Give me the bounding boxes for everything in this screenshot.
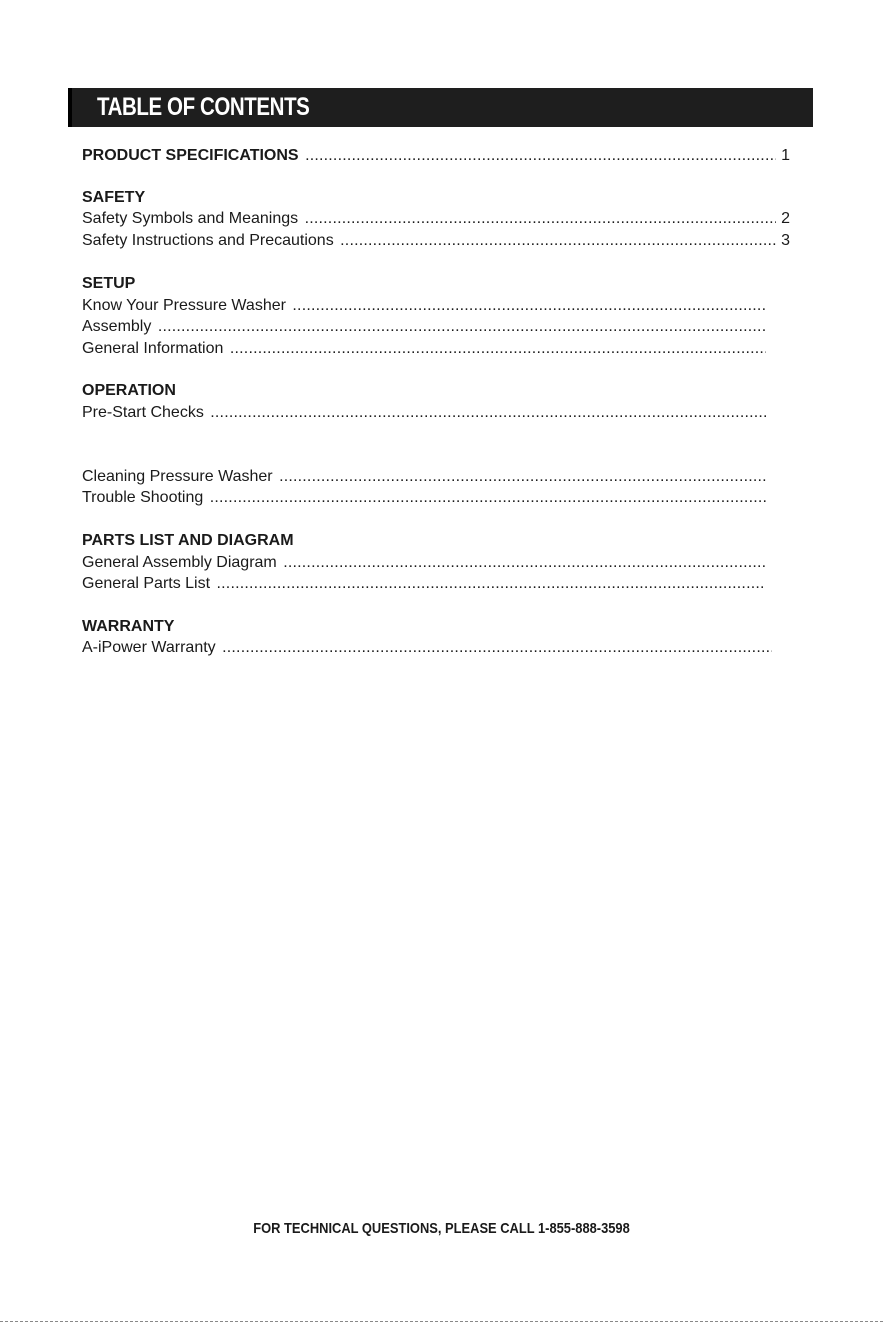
toc-entry-general-parts-list[interactable] (82, 573, 766, 594)
toc-page-number: 3 (776, 230, 790, 251)
toc-entry-label: Safety Symbols and Meanings (82, 210, 299, 227)
toc-entry-label: Cleaning Pressure Washer (82, 468, 273, 485)
toc-entry-general-assembly-diagram[interactable] (82, 552, 766, 573)
section-heading-setup: SETUP (82, 275, 136, 292)
toc-entry-product-specifications[interactable] (82, 145, 776, 166)
toc-entry-label: A-iPower Warranty (82, 639, 216, 656)
toc-entry-label: Safety Instructions and Precautions (82, 232, 334, 249)
toc-entry-cleaning-pressure-washer[interactable] (82, 466, 766, 487)
section-heading-parts: PARTS LIST AND DIAGRAM (82, 532, 294, 549)
toc-entry-a-ipower-warranty[interactable] (82, 637, 772, 658)
footer-technical-questions: FOR TECHNICAL QUESTIONS, PLEASE CALL 1-855-888-3598 (253, 1220, 630, 1237)
toc-entry-know-your-pressure-washer[interactable] (82, 295, 766, 316)
header-bar (68, 88, 813, 127)
page-title: TABLE OF CONTENTS (97, 93, 310, 121)
toc-entry-assembly[interactable] (82, 316, 766, 337)
toc-entry-general-information[interactable] (82, 338, 766, 359)
section-heading-operation: OPERATION (82, 382, 176, 399)
toc-entry-trouble-shooting[interactable] (82, 487, 766, 508)
section-heading-safety: SAFETY (82, 189, 146, 206)
toc-entry-label: Assembly (82, 318, 152, 335)
toc-page-number: 2 (776, 208, 790, 229)
toc-entry-pre-start-checks[interactable] (82, 402, 766, 423)
toc-entry-label: General Parts List (82, 575, 211, 592)
page-bottom-rule (0, 1321, 883, 1322)
toc-entry-label: Pre-Start Checks (82, 404, 204, 421)
section-heading-warranty: WARRANTY (82, 618, 175, 635)
toc-entry-label: General Assembly Diagram (82, 554, 277, 571)
toc-entry-label: PRODUCT SPECIFICATIONS (82, 147, 299, 164)
toc-page-number: 1 (776, 145, 790, 166)
toc-entry-label: Trouble Shooting (82, 489, 204, 506)
toc-entry-label: General Information (82, 340, 224, 357)
toc-entry-label: Know Your Pressure Washer (82, 297, 286, 314)
toc-entry-safety-instructions[interactable] (82, 230, 776, 251)
toc-entry-safety-symbols[interactable] (82, 208, 776, 229)
